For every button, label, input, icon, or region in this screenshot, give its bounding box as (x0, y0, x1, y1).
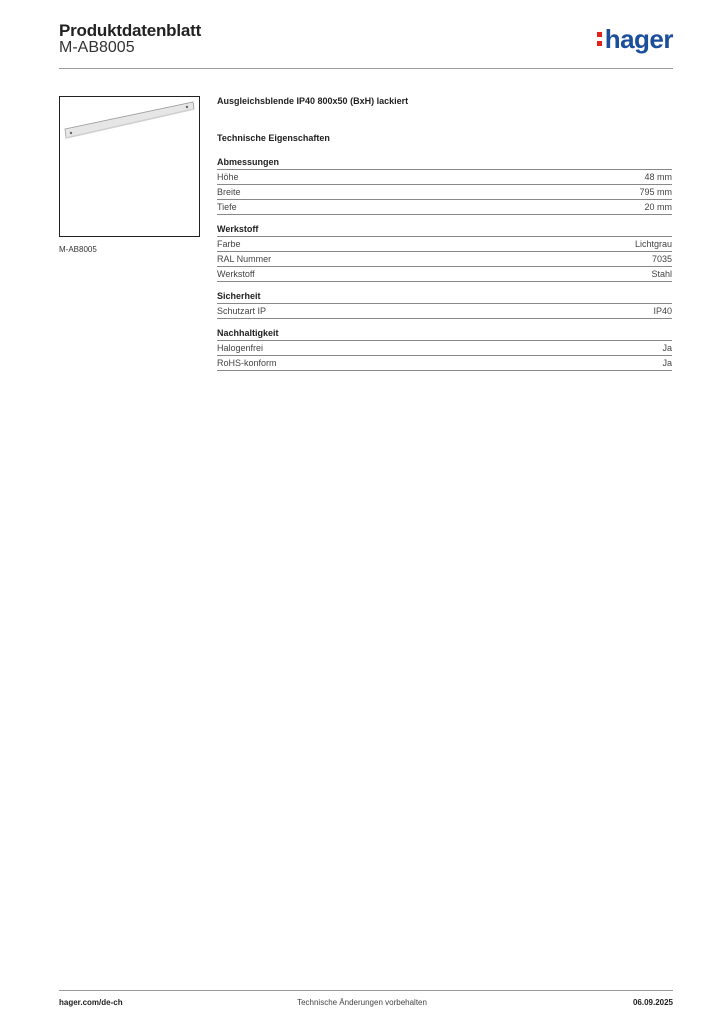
property-value: Lichtgrau (634, 239, 672, 249)
property-row (217, 356, 672, 371)
property-group (217, 328, 672, 371)
property-group (217, 291, 672, 319)
property-groups (217, 157, 672, 371)
panel-illustration-icon (60, 97, 199, 236)
property-label: Farbe (217, 239, 241, 249)
group-title: Abmessungen (217, 157, 672, 170)
property-row (217, 237, 672, 252)
property-label: Halogenfrei (217, 343, 264, 353)
footer-divider (59, 990, 673, 991)
property-value: 48 mm (644, 172, 672, 182)
property-row (217, 200, 672, 215)
property-row (217, 170, 672, 185)
property-value: IP40 (653, 306, 672, 316)
property-row (217, 341, 672, 356)
property-value: Stahl (651, 269, 672, 279)
property-label: Tiefe (217, 202, 237, 212)
page-title: Produktdatenblatt (59, 21, 202, 40)
footer-website: hager.com/de-ch (59, 998, 123, 1007)
article-number: M-AB8005 (59, 39, 135, 56)
product-image (59, 96, 200, 237)
property-value: 7035 (651, 254, 672, 264)
property-label: Werkstoff (217, 269, 255, 279)
property-row (217, 185, 672, 200)
property-value: 795 mm (639, 187, 672, 197)
group-title: Sicherheit (217, 291, 672, 304)
group-title: Nachhaltigkeit (217, 328, 672, 341)
property-value: Ja (662, 343, 672, 353)
property-value: 20 mm (644, 202, 672, 212)
property-label: Schutzart IP (217, 306, 267, 316)
product-title: Ausgleichsblende IP40 800x50 (BxH) lackiert (217, 96, 409, 106)
footer-note: Technische Änderungen vorbehalten (297, 998, 427, 1007)
property-label: Höhe (217, 172, 239, 182)
property-group (217, 157, 672, 215)
logo-text: hager (604, 24, 673, 54)
image-caption: M-AB8005 (59, 245, 97, 254)
property-label: Breite (217, 187, 241, 197)
hager-logo (597, 26, 673, 52)
header-divider (59, 68, 673, 69)
property-label: RAL Nummer (217, 254, 272, 264)
section-heading: Technische Eigenschaften (217, 133, 330, 143)
group-title: Werkstoff (217, 224, 672, 237)
footer-date: 06.09.2025 (632, 998, 673, 1007)
property-row (217, 267, 672, 282)
property-group (217, 224, 672, 282)
property-row (217, 252, 672, 267)
logo-dots-icon (597, 26, 603, 48)
product-details (217, 96, 672, 380)
property-value: Ja (662, 358, 672, 368)
property-row (217, 304, 672, 319)
property-label: RoHS-konform (217, 358, 277, 368)
